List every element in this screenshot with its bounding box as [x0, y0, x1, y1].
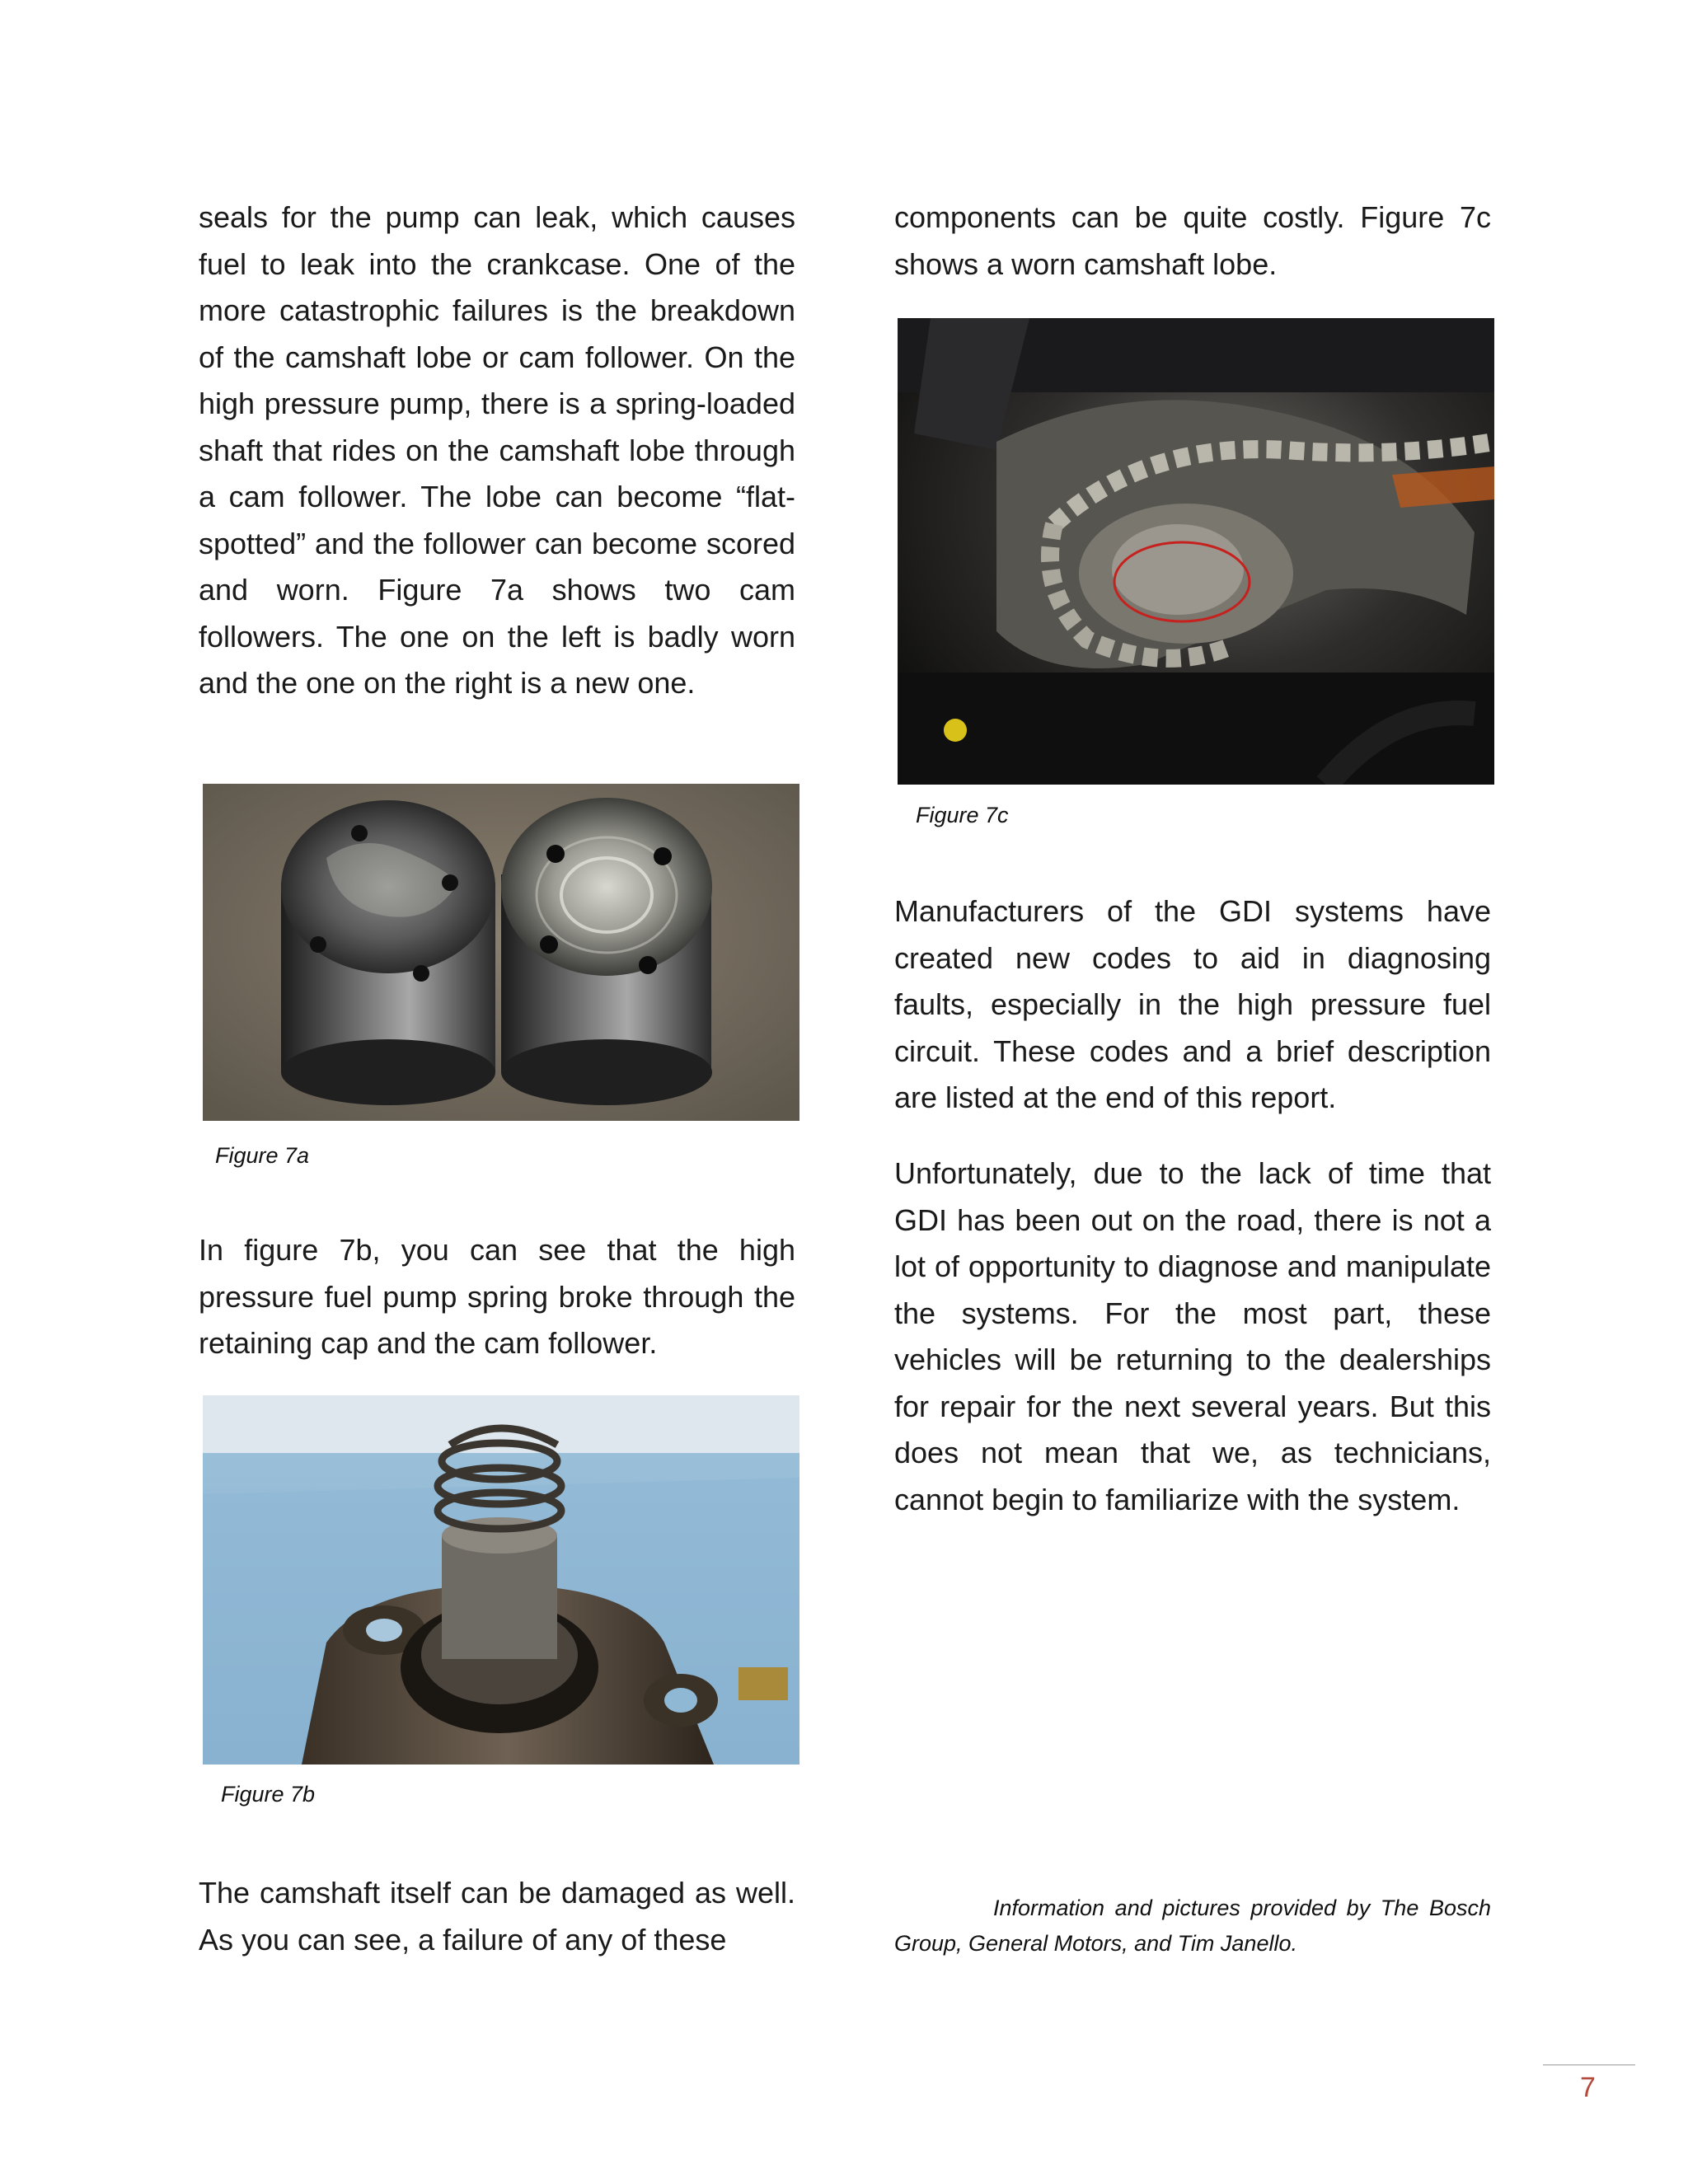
left-paragraph-7b: In figure 7b, you can see that the high pressure fuel pump spring broke through the retaining cap and the cam follower. [199, 1233, 795, 1360]
figure-7a-image [203, 784, 799, 1121]
image-credit: Information and pictures provided by The Bosch Group, General Motors, and Tim Janello. [894, 1896, 1491, 1956]
figure-7b-caption: Figure 7b [221, 1782, 316, 1807]
right-paragraph-unfortunately: Unfortunately, due to the lack of time that GDI has been out on the road, there is not a lot of opportunity to diagnose and manipulate the systems. For the most part, these vehicles will be returning to the dealerships for repair for the next several years. But this does not mean that we, as technicians, cannot begin to familiarize with the system. [894, 1156, 1491, 1516]
figure-7b-image [203, 1395, 799, 1765]
figure-7c-caption: Figure 7c [916, 803, 1009, 827]
figure-7a-caption: Figure 7a [215, 1143, 310, 1168]
left-paragraph-intro: seals for the pump can leak, which causes fuel to leak into the crankcase. One of the more catastrophic failures is the breakdown of the camshaft lobe or cam follower. On the high pressure pump, there is a spring-loaded shaft that rides on the camshaft lobe through a cam follower. The lobe can become “flat-spotted” and the follower can become scored and worn. Figure 7a shows two cam followers. The one on the left is badly worn and the one on the right is a new one. [199, 200, 795, 700]
figure-7c-image [898, 318, 1494, 785]
right-paragraph-continued: components can be quite costly. Figure 7c shows a worn camshaft lobe. [894, 200, 1491, 281]
right-paragraph-codes: Manufacturers of the GDI systems have created new codes to aid in diagnosing faults, especially in the high pressure fuel circuit. These codes and a brief description are listed at the end of this report. [894, 894, 1491, 1114]
page-number: 7 [1580, 2072, 1596, 2103]
left-paragraph-camshaft: The camshaft itself can be damaged as well. As you can see, a failure of any of these [199, 1876, 795, 1957]
footer-rule [1543, 2064, 1635, 2065]
